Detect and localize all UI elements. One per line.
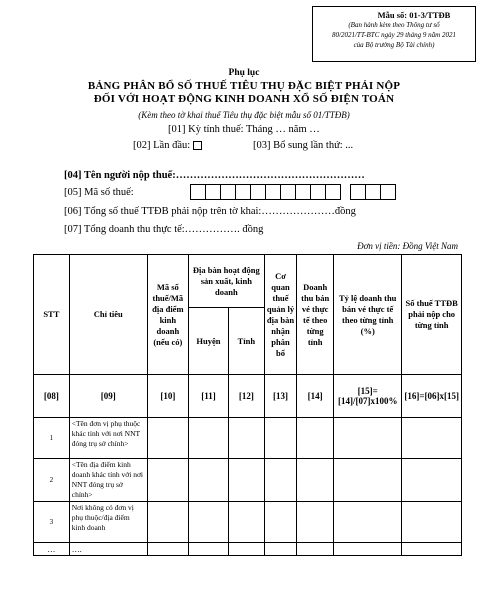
document-title-line-1: BẢNG PHÂN BỔ SỐ THUẾ TIÊU THỤ ĐẶC BIỆT PHẢI NỘP [87, 80, 401, 92]
table-row [34, 418, 462, 459]
taxid-boxes[interactable] [190, 184, 395, 200]
row-stt: 3 [34, 502, 70, 543]
index-cell: [08] [34, 375, 70, 418]
taxid-box[interactable] [325, 184, 341, 200]
table-cell[interactable] [334, 418, 402, 459]
header-stt: STT [34, 255, 70, 375]
table-cell[interactable] [334, 502, 402, 543]
index-cell: [11] [188, 375, 228, 418]
table-cell[interactable] [188, 502, 228, 543]
taxid-box[interactable] [190, 184, 206, 200]
table-cell[interactable] [264, 543, 297, 556]
taxid-label: [05] Mã số thuế: [64, 187, 134, 198]
header-tax-amount: Số thuế TTĐB phải nộp cho từng tỉnh [402, 255, 462, 375]
table-cell[interactable] [229, 502, 265, 543]
table-cell[interactable] [188, 543, 228, 556]
table-cell[interactable] [147, 459, 188, 502]
header-ratio: Tỷ lệ doanh thu bán vé thực tế theo từng tỉnh (%) [334, 255, 402, 375]
index-cell: [10] [147, 375, 188, 418]
document-subtitle: (Kèm theo tờ khai thuế Tiêu thụ đặc biệt mẫu số 01/TTĐB) [138, 110, 350, 120]
form-note-1: (Ban hành kèm theo Thông tư số [348, 21, 440, 29]
table-cell[interactable] [402, 543, 462, 556]
header-province: Tỉnh [229, 308, 265, 375]
form-code-box [312, 6, 476, 62]
taxid-box[interactable] [250, 184, 266, 200]
taxid-box[interactable] [265, 184, 281, 200]
table-cell[interactable] [297, 459, 334, 502]
header-item: Chỉ tiêu [69, 255, 147, 375]
table-cell[interactable] [147, 418, 188, 459]
table-cell[interactable] [188, 459, 228, 502]
index-cell: [09] [69, 375, 147, 418]
table-cell[interactable] [264, 418, 297, 459]
total-revenue-field: [07] Tổng doanh thu thực tế:……………. đồng [64, 224, 264, 235]
header-district: Huyện [188, 308, 228, 375]
table-cell[interactable] [334, 543, 402, 556]
row-stt: 2 [34, 459, 70, 502]
taxid-box[interactable] [350, 184, 366, 200]
table-cell[interactable] [297, 502, 334, 543]
index-cell: [14] [297, 375, 334, 418]
header-business-area: Địa bàn hoạt động sản xuất, kinh doanh [188, 255, 264, 308]
table-cell[interactable] [402, 502, 462, 543]
row-item: …. [69, 543, 147, 556]
table-row [34, 543, 462, 556]
taxpayer-name-field: [04] Tên người nộp thuế:……………………………………………… [64, 170, 365, 181]
taxid-separator [340, 184, 350, 200]
taxid-box[interactable] [380, 184, 396, 200]
header-tax-code: Mã số thuế/Mã địa điểm kinh doanh (nếu có) [147, 255, 188, 375]
table-cell[interactable] [264, 459, 297, 502]
taxid-box[interactable] [220, 184, 236, 200]
table-cell[interactable] [147, 502, 188, 543]
supplement-field: [03] Bổ sung lần thứ: ... [253, 140, 354, 151]
taxid-box[interactable] [235, 184, 251, 200]
row-stt: … [34, 543, 70, 556]
index-cell: [12] [229, 375, 265, 418]
first-time-label: [02] Lần đầu: [133, 140, 191, 151]
taxid-box[interactable] [280, 184, 296, 200]
total-tax-field: [06] Tổng số thuế TTĐB phải nộp trên tờ khai:…………………đồng [64, 206, 356, 217]
taxid-box[interactable] [295, 184, 311, 200]
taxid-box[interactable] [365, 184, 381, 200]
taxid-box[interactable] [310, 184, 326, 200]
table-cell[interactable] [229, 418, 265, 459]
table-cell[interactable] [264, 502, 297, 543]
index-cell: [16]=[06]x[15] [402, 375, 462, 418]
appendix-label: Phụ lục [228, 68, 260, 78]
table-cell[interactable] [188, 418, 228, 459]
form-note-3: của Bộ trưởng Bộ Tài chính) [353, 41, 435, 49]
table-cell[interactable] [229, 543, 265, 556]
header-revenue: Doanh thu bán vé thực tế theo từng tỉnh [297, 255, 334, 375]
row-stt: 1 [34, 418, 70, 459]
form-code: Mẫu số: 01-3/TTĐB [377, 10, 451, 20]
table-row [34, 502, 462, 543]
table-cell[interactable] [147, 543, 188, 556]
table-cell[interactable] [297, 418, 334, 459]
form-note-2: 80/2021/TT-BTC ngày 29 tháng 9 năm 2021 [332, 31, 456, 39]
table-cell[interactable] [229, 459, 265, 502]
row-item: <Tên đơn vị phụ thuộc khác tỉnh với nơi NNT đóng trụ sở chính> [69, 418, 147, 459]
index-row [34, 375, 462, 418]
currency-unit: Đơn vị tiền: Đồng Việt Nam [357, 241, 458, 251]
document-title-line-2: ĐỐI VỚI HOẠT ĐỘNG KINH DOANH XỔ SỐ ĐIỆN TOÁN [93, 93, 395, 105]
index-cell: [13] [264, 375, 297, 418]
table-cell[interactable] [334, 459, 402, 502]
table-cell[interactable] [402, 418, 462, 459]
table-cell[interactable] [402, 459, 462, 502]
table-row [34, 459, 462, 502]
allocation-table [33, 254, 462, 556]
row-item: Nơi không có đơn vị phụ thuộc/địa điểm kinh doanh [69, 502, 147, 543]
tax-period: [01] Kỳ tính thuế: Tháng … năm … [168, 124, 320, 135]
table-cell[interactable] [297, 543, 334, 556]
first-time-field [133, 140, 202, 151]
index-cell: [15]=[14]/[07]x100% [334, 375, 402, 418]
taxid-box[interactable] [205, 184, 221, 200]
header-tax-authority: Cơ quan thuế quản lý địa bàn nhận phân bổ [264, 255, 297, 375]
row-item: <Tên địa điểm kinh doanh khác tỉnh với nơi NNT đóng trụ sở chính> [69, 459, 147, 502]
first-time-checkbox[interactable] [193, 141, 202, 150]
